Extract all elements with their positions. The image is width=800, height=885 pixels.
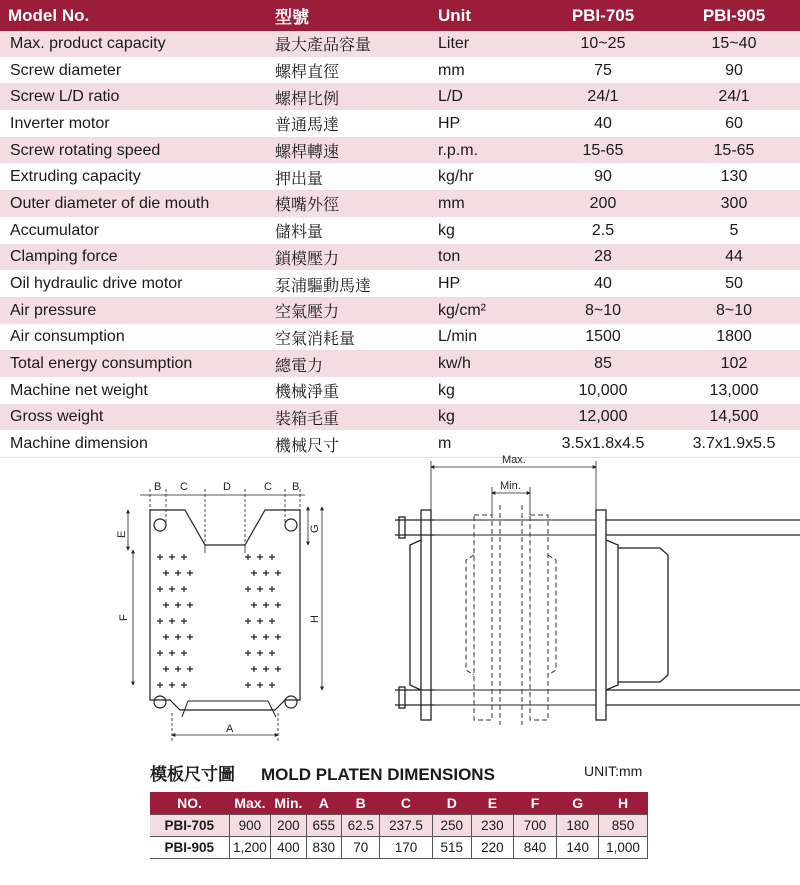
platen-side-view [395, 510, 800, 720]
header-pbi-905: PBI-905 [668, 0, 800, 31]
header-pbi-705: PBI-705 [538, 0, 668, 31]
spec-label-en: Machine dimension [0, 431, 275, 458]
spec-header-row [0, 0, 800, 31]
dim-label-h: H [309, 615, 321, 623]
spec-label-en: Air consumption [0, 324, 275, 351]
bolt-hole-mark [251, 666, 257, 672]
spec-label-en: Accumulator [0, 217, 275, 244]
bolt-hole-mark [187, 602, 193, 608]
bolt-hole-mark [257, 682, 263, 688]
spec-unit: L/D [438, 84, 538, 111]
spec-value-pbi-705: 28 [538, 244, 668, 271]
header-model-zh: 型號 [275, 0, 438, 31]
mold-header-row [150, 792, 648, 815]
spec-label-en: Screw rotating speed [0, 137, 275, 164]
bolt-hole-mark [269, 682, 275, 688]
spec-unit: m [438, 431, 538, 458]
spec-unit: mm [438, 57, 538, 84]
bolt-hole-mark [157, 682, 163, 688]
bolt-hole-mark [245, 554, 251, 560]
spec-label-zh: 螺桿轉速 [275, 137, 438, 164]
bolt-hole-mark [181, 682, 187, 688]
bolt-hole-mark [251, 570, 257, 576]
bolt-hole-mark [169, 650, 175, 656]
platen-dimension-lines [128, 489, 322, 741]
bolt-hole-mark [187, 666, 193, 672]
spec-value-pbi-705: 200 [538, 191, 668, 218]
spec-value-pbi-905: 44 [668, 244, 800, 271]
spec-unit: r.p.m. [438, 137, 538, 164]
bolt-hole-mark [169, 586, 175, 592]
dim-label-max: Max. [502, 454, 526, 466]
bolt-hole-mark [157, 586, 163, 592]
spec-label-en: Extruding capacity [0, 164, 275, 191]
mold-model-cell: PBI-705 [150, 815, 229, 837]
spec-value-pbi-905: 50 [668, 271, 800, 298]
bolt-hole-mark [157, 650, 163, 656]
spec-value-pbi-905: 60 [668, 111, 800, 138]
spec-value-pbi-705: 24/1 [538, 84, 668, 111]
spec-value-pbi-905: 102 [668, 351, 800, 378]
bolt-hole-mark [245, 618, 251, 624]
mold-header-cell: C [380, 792, 432, 815]
spec-unit: kg [438, 377, 538, 404]
spec-unit: kg/hr [438, 164, 538, 191]
bolt-hole-mark [157, 554, 163, 560]
bolt-hole-mark [275, 602, 281, 608]
spec-row [0, 244, 800, 271]
spec-unit: kg/cm² [438, 297, 538, 324]
bolt-hole-mark [269, 650, 275, 656]
mold-model-cell: PBI-905 [150, 837, 229, 859]
spec-row [0, 31, 800, 57]
spec-label-zh: 押出量 [275, 164, 438, 191]
spec-value-pbi-905: 1800 [668, 324, 800, 351]
spec-label-zh: 機械淨重 [275, 377, 438, 404]
dim-label-b1: B [154, 481, 162, 493]
mold-dimensions-table [150, 792, 648, 859]
mold-value-cell: 655 [306, 815, 341, 837]
spec-row [0, 111, 800, 138]
spec-label-zh: 鎖模壓力 [275, 244, 438, 271]
spec-row [0, 404, 800, 431]
bolt-hole-mark [257, 586, 263, 592]
spec-row [0, 324, 800, 351]
dim-label-c1: C [180, 481, 188, 493]
spec-value-pbi-705: 8~10 [538, 297, 668, 324]
spec-value-pbi-705: 10,000 [538, 377, 668, 404]
bolt-hole-mark [181, 650, 187, 656]
dim-label-e: E [116, 530, 128, 538]
bolt-hole-mark [187, 570, 193, 576]
bolt-hole-mark [257, 618, 263, 624]
mold-value-cell: 1,000 [599, 837, 648, 859]
spec-label-zh: 普通馬達 [275, 111, 438, 138]
bolt-hole-mark [269, 618, 275, 624]
spec-label-en: Clamping force [0, 244, 275, 271]
bolt-hole-mark [275, 634, 281, 640]
bolt-hole-mark [181, 618, 187, 624]
bolt-hole-mark [163, 570, 169, 576]
spec-value-pbi-705: 2.5 [538, 217, 668, 244]
bolt-hole-mark [157, 618, 163, 624]
spec-unit: kg [438, 404, 538, 431]
spec-value-pbi-905: 5 [668, 217, 800, 244]
bolt-hole-mark [163, 666, 169, 672]
bolt-hole-mark [169, 618, 175, 624]
bolt-hole-mark [251, 634, 257, 640]
dim-label-c2: C [264, 481, 272, 493]
bolt-hole-mark [275, 570, 281, 576]
spec-row [0, 377, 800, 404]
spec-label-zh: 機械尺寸 [275, 431, 438, 458]
spec-unit: HP [438, 271, 538, 298]
spec-value-pbi-705: 75 [538, 57, 668, 84]
spec-value-pbi-905: 3.7x1.9x5.5 [668, 431, 800, 458]
spec-value-pbi-705: 3.5x1.8x4.5 [538, 431, 668, 458]
spec-value-pbi-905: 14,500 [668, 404, 800, 431]
spec-unit: kw/h [438, 351, 538, 378]
mold-header-cell: B [341, 792, 380, 815]
mold-header-cell: Min. [271, 792, 306, 815]
spec-label-en: Air pressure [0, 297, 275, 324]
spec-value-pbi-905: 13,000 [668, 377, 800, 404]
mold-value-cell: 200 [271, 815, 306, 837]
mold-header-cell: D [432, 792, 472, 815]
spec-value-pbi-705: 15-65 [538, 137, 668, 164]
spec-unit: kg [438, 217, 538, 244]
bolt-hole-mark [175, 570, 181, 576]
spec-label-zh: 空氣壓力 [275, 297, 438, 324]
bolt-hole-mark [257, 554, 263, 560]
mold-value-cell: 140 [557, 837, 599, 859]
spec-label-en: Screw diameter [0, 57, 275, 84]
bolt-hole-mark [245, 650, 251, 656]
spec-row [0, 164, 800, 191]
dim-label-b2: B [292, 481, 300, 493]
dim-label-a: A [226, 723, 234, 735]
spec-value-pbi-905: 8~10 [668, 297, 800, 324]
mold-platen-diagram [0, 445, 800, 765]
spec-value-pbi-705: 1500 [538, 324, 668, 351]
bolt-hole-mark [263, 634, 269, 640]
spec-unit: HP [438, 111, 538, 138]
mold-value-cell: 515 [432, 837, 472, 859]
mold-header-cell: G [557, 792, 599, 815]
bolt-hole-mark [245, 586, 251, 592]
bolt-hole-mark [175, 634, 181, 640]
bolt-hole-mark [251, 602, 257, 608]
mold-value-cell: 850 [599, 815, 648, 837]
dim-label-min: Min. [500, 480, 521, 492]
bolt-hole-mark [275, 666, 281, 672]
mold-value-cell: 180 [557, 815, 599, 837]
bolt-hole-mark [269, 586, 275, 592]
mold-value-cell: 830 [306, 837, 341, 859]
spec-value-pbi-905: 24/1 [668, 84, 800, 111]
dim-label-d: D [223, 481, 231, 493]
bolt-hole-mark [169, 554, 175, 560]
spec-unit: L/min [438, 324, 538, 351]
spec-label-zh: 裝箱毛重 [275, 404, 438, 431]
header-model-no: Model No. [0, 0, 275, 31]
bolt-hole-mark [163, 602, 169, 608]
dim-label-f: F [118, 614, 130, 621]
spec-value-pbi-905: 90 [668, 57, 800, 84]
mold-row [150, 815, 648, 837]
bolt-hole-mark [263, 570, 269, 576]
platen-side-view-labels [500, 454, 526, 492]
mold-value-cell: 170 [380, 837, 432, 859]
spec-value-pbi-705: 90 [538, 164, 668, 191]
mold-value-cell: 840 [513, 837, 557, 859]
mold-header-cell: H [599, 792, 648, 815]
mold-header-cell: NO. [150, 792, 229, 815]
bolt-hole-mark [169, 682, 175, 688]
mold-value-cell: 70 [341, 837, 380, 859]
bolt-hole-mark [175, 666, 181, 672]
mold-row [150, 837, 648, 859]
mold-dimensions-title [150, 760, 495, 785]
bolt-hole-mark [263, 602, 269, 608]
spec-row [0, 217, 800, 244]
spec-label-en: Oil hydraulic drive motor [0, 271, 275, 298]
mold-value-cell: 220 [472, 837, 514, 859]
mold-value-cell: 250 [432, 815, 472, 837]
spec-row [0, 84, 800, 111]
dim-label-g: G [309, 524, 321, 533]
bolt-hole-mark [269, 554, 275, 560]
spec-value-pbi-705: 40 [538, 271, 668, 298]
bolt-hole-mark [257, 650, 263, 656]
mold-header-cell: F [513, 792, 557, 815]
spec-value-pbi-705: 40 [538, 111, 668, 138]
spec-label-en: Inverter motor [0, 111, 275, 138]
mold-value-cell: 700 [513, 815, 557, 837]
mold-header-cell: E [472, 792, 514, 815]
spec-label-zh: 空氣消耗量 [275, 324, 438, 351]
bolt-hole-mark [175, 602, 181, 608]
mold-value-cell: 230 [472, 815, 514, 837]
spec-label-zh: 螺桿比例 [275, 84, 438, 111]
mold-unit-label: UNIT:mm [584, 763, 643, 779]
spec-value-pbi-905: 300 [668, 191, 800, 218]
spec-value-pbi-905: 15-65 [668, 137, 800, 164]
spec-unit: ton [438, 244, 538, 271]
spec-label-zh: 螺桿直徑 [275, 57, 438, 84]
bolt-hole-mark [187, 634, 193, 640]
spec-label-en: Screw L/D ratio [0, 84, 275, 111]
mold-title-en: MOLD PLATEN DIMENSIONS [261, 765, 495, 784]
mold-title-zh: 模板尺寸圖 [150, 765, 235, 784]
spec-row [0, 271, 800, 298]
mold-value-cell: 1,200 [229, 837, 271, 859]
spec-label-zh: 泵浦驅動馬達 [275, 271, 438, 298]
bolt-hole-mark [263, 666, 269, 672]
platen-bolt-holes [157, 554, 281, 688]
spec-value-pbi-705: 10~25 [538, 31, 668, 57]
spec-label-zh: 最大產品容量 [275, 31, 438, 57]
mold-value-cell: 62.5 [341, 815, 380, 837]
spec-value-pbi-905: 130 [668, 164, 800, 191]
spec-unit: Liter [438, 31, 538, 57]
header-unit: Unit [438, 0, 538, 31]
spec-row [0, 191, 800, 218]
mold-value-cell: 237.5 [380, 815, 432, 837]
bolt-hole-mark [245, 682, 251, 688]
bolt-hole-mark [181, 586, 187, 592]
spec-value-pbi-905: 15~40 [668, 31, 800, 57]
mold-value-cell: 400 [271, 837, 306, 859]
spec-row [0, 137, 800, 164]
spec-row [0, 297, 800, 324]
bolt-hole-mark [181, 554, 187, 560]
spec-label-en: Total energy consumption [0, 351, 275, 378]
bolt-hole-mark [163, 634, 169, 640]
spec-row [0, 57, 800, 84]
spec-label-zh: 總電力 [275, 351, 438, 378]
spec-value-pbi-705: 12,000 [538, 404, 668, 431]
spec-label-zh: 儲料量 [275, 217, 438, 244]
spec-label-zh: 模嘴外徑 [275, 191, 438, 218]
spec-label-en: Max. product capacity [0, 31, 275, 57]
spec-label-en: Gross weight [0, 404, 275, 431]
spec-row [0, 351, 800, 378]
platen-side-view-dashed [466, 505, 556, 725]
spec-unit: mm [438, 191, 538, 218]
spec-value-pbi-705: 85 [538, 351, 668, 378]
spec-label-en: Outer diameter of die mouth [0, 191, 275, 218]
spec-label-en: Machine net weight [0, 377, 275, 404]
mold-value-cell: 900 [229, 815, 271, 837]
mold-header-cell: A [306, 792, 341, 815]
mold-header-cell: Max. [229, 792, 271, 815]
